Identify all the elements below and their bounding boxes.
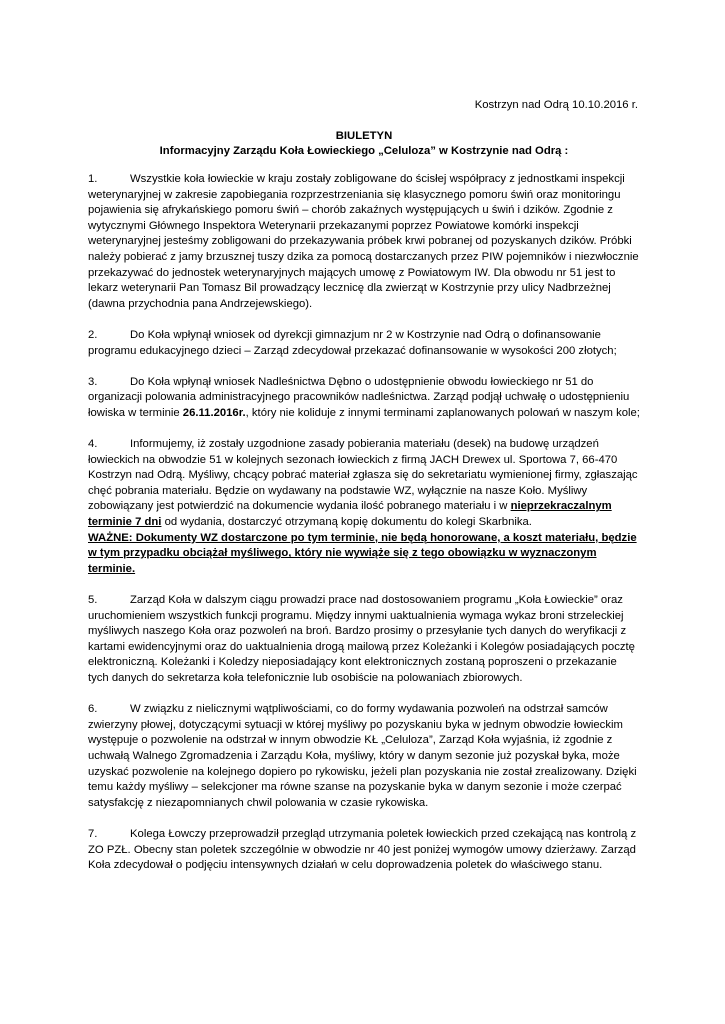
- bulletin-item-5: [88, 593, 640, 687]
- item-number: 6.: [88, 703, 98, 716]
- item-paragraph: [88, 827, 640, 874]
- item-text: Do Koła wpłynął wniosek Nadleśnictwa Dębno o udostępnienie obwodu łowieckiego nr 51 do organizacji polowania administracyjnego pracowników nadleśnictwa. Zarząd podjął uchwałę o udostępnieniu łowiska w terminie: [88, 375, 630, 419]
- bulletin-item-6: [88, 702, 640, 811]
- bulletin-item-3: [88, 375, 640, 422]
- item-text: Do Koła wpłynął wniosek od dyrekcji gimnazjum nr 2 w Kostrzynie nad Odrą o dofinansowanie programu edukacyjnego dzieci – Zarząd zdecydował przekazać dofinansowanie w wysokości 200 złotych;: [88, 328, 617, 357]
- bulletin-item-7: [88, 827, 640, 874]
- item-paragraph: [88, 172, 640, 312]
- bulletin-body: [88, 172, 640, 889]
- hunt-date: 26.11.2016r.: [182, 406, 246, 419]
- item-number: 4.: [88, 438, 98, 451]
- document-title: BIULETYN: [335, 130, 393, 142]
- item-paragraph: [88, 375, 640, 422]
- item-number: 1.: [88, 173, 98, 185]
- item-paragraph: [88, 437, 640, 531]
- document-subtitle: Informacyjny Zarządu Koła Łowieckiego „Celuloza” w Kostrzynie nad Odrą :: [159, 145, 569, 157]
- item-text: Zarząd Koła w dalszym ciągu prowadzi prace nad dostosowaniem programu „Koła Łowieckie” oraz uruchomieniem wszystkich funkcji programu. Między innymi uaktualnienia wymaga wykaz broni strzeleckiej myśliwych naszego Koła oraz pozwoleń na broń. Bardzo prosimy o przesyłanie tych danych do weryfikacji z kartami ewidencyjnymi oraz do uaktualnienia drogą mailową przez Koleżanki i Kolegów posiadających pocztę elektroniczną. Koleżanki i Koledzy nieposiadający kont elektronicznych zostaną poproszeni o przekazanie tych danych do sekretarza koła telefonicznie lub osobiście na polowaniach zbiorowych.: [88, 594, 635, 684]
- bulletin-item-4: [88, 437, 640, 577]
- item-text: Kolega Łowczy przeprowadził przegląd utrzymania poletek łowieckich przed czekającą nas kontrolą z ZO PZŁ. Obecny stan poletek szczególnie w obwodzie nr 40 jest poniżej wymogów umowy dzierżawy. Zarząd Koła zdecydował o podjęciu intensywnych działań w celu doprowadzenia poletek do właściwego stanu.: [88, 827, 637, 872]
- bulletin-item-2: [88, 328, 640, 359]
- item-number: 2.: [88, 328, 98, 341]
- item-text: Wszystkie koła łowieckie w kraju zostały zobligowane do ścisłej współpracy z jednostkami inspekcji weterynaryjnej w zakresie zapobiegania rozprzestrzeniania się klasycznego pomoru świń oraz monitoringu pojawienia się afrykańskiego pomoru świń – chorób zakaźnych występujących u świń i dzików. Zgodnie z wytycznymi Głównego Inspektora Weterynarii przekazanymi poprzez Powiatowe komórki inspekcji weterynaryjnej jesteśmy zobligowani do przekazywania próbek krwi pobranej od pozyskanych dzików. Próbki należy pobierać z jamy brzusznej tuszy dzika za pomocą dostarczanych przez PIW pojemników i niezwłocznie przekazywać do jednostek weterynaryjnych mających umowę z Powiatowym IW. Dla obwodu nr 51 jest to lekarz weterynarii Pan Tomasz Bil prowadzący lecznicę dla zwierząt w Kostrzynie przy ulicy Nadbrzeżnej (dawna przychodnia pana Andrzejewskiego).: [88, 173, 639, 310]
- item-number: 5.: [88, 594, 98, 607]
- item-text: Informujemy, iż zostały uzgodnione zasady pobierania materiału (desek) na budowę urządzeń łowieckich na obwodzie 51 w kolejnych sezonach łowieckich z firmą JACH Drewex ul. Sportowa 7, 66-470 Kostrzyn nad Odrą. Myśliwy, chcący pobrać materiał zgłasza się do sekretariatu wymienionej firmy, zgłaszając chęć pobrania materiału. Będzie on wydawany na podstawie WZ, wyłącznie na nasze Koło. Myśliwy zobowiązany jest potwierdzić na dokumencie wydania ilość pobranego materiału i w: [88, 438, 638, 513]
- item-paragraph: [88, 328, 640, 359]
- item-text-end: , który nie koliduje z innymi terminami zaplanowanych polowań w naszym kole;: [245, 406, 640, 419]
- item-number: 7.: [88, 827, 98, 840]
- deadline-emphasis: nieprzekraczalnym terminie 7 dni: [88, 500, 612, 529]
- item-number: 3.: [88, 375, 98, 388]
- item-paragraph: [88, 593, 640, 687]
- item-text: W związku z nielicznymi wątpliwościami, co do formy wydawania pozwoleń na odstrzał samców zwierzyny płowej, dotyczącymi sytuacji w której myśliwy po pozyskaniu byka w jednym obwodzie łowieckim występuje o pozwolenie na odstrzał w innym obwodzie KŁ „Celuloza”, Zarząd Koła wyjaśnia, iż zgodnie z uchwałą Walnego Zgromadzenia i Zarządu Koła, myśliwy, który w danym sezonie już pozyskał byka, może uzyskać pozwolenie na kolejnego dopiero po rykowisku, jeżeli plan pozyskania nie został zrealizowany. Dzięki temu każdy myśliwy – selekcjoner ma równe szanse na pozyskanie byka w danym sezonie i może czerpać satysfakcję z niezapomnianych chwil polowania w czasie rykowiska.: [88, 703, 637, 809]
- important-notice: WAŻNE: Dokumenty WZ dostarczone po tym terminie, nie będą honorowane, a koszt materiału, będzie w tym przypadku obciążał myśliwego, który nie wywiąże się z tego obowiązku w wyznaczonym terminie.: [88, 531, 637, 575]
- bulletin-item-1: [88, 172, 640, 312]
- item-paragraph: [88, 702, 640, 811]
- item-text-end: od wydania, dostarczyć otrzymaną kopię dokumentu do kolegi Skarbnika.: [161, 516, 532, 529]
- document-date: Kostrzyn nad Odrą 10.10.2016 r.: [474, 99, 638, 111]
